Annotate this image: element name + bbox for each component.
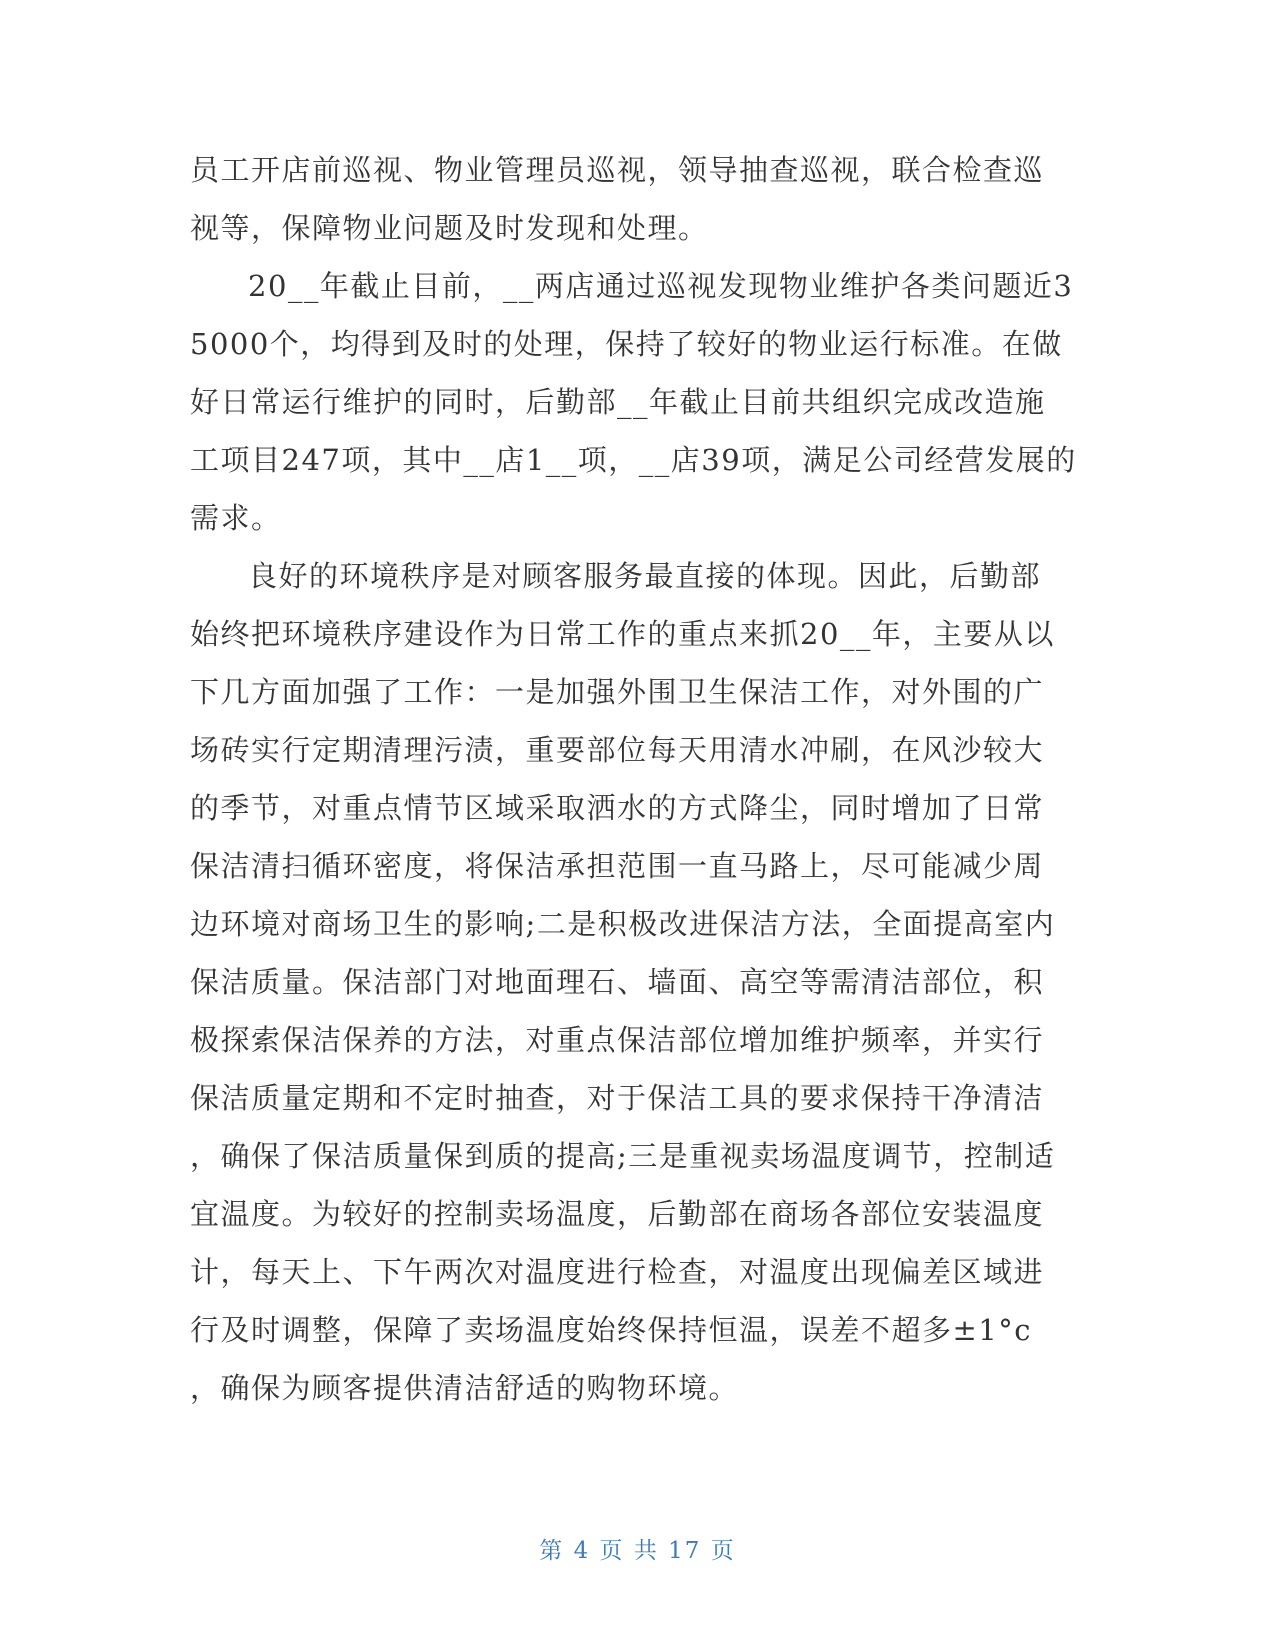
text-line-4: 5000个，均得到及时的处理，保持了较好的物业运行标准。在做 — [190, 327, 1063, 361]
text-line-18: ，确保了保洁质量保到质的提高;三是重视卖场温度调节，控制适 — [190, 1139, 1056, 1173]
text-line-6: 工项目247项，其中__店1__项，__店39项，满足公司经营发展的 — [190, 443, 1077, 477]
text-line-21: 行及时调整，保障了卖场温度始终保持恒温，误差不超多±1°c — [190, 1313, 1032, 1347]
text-line-19: 宜温度。为较好的控制卖场温度，后勤部在商场各部位安装温度 — [190, 1197, 1045, 1231]
text-line-10: 下几方面加强了工作：一是加强外围卫生保洁工作，对外围的广 — [190, 675, 1045, 709]
text-line-16: 极探索保洁保养的方法，对重点保洁部位增加维护频率，并实行 — [190, 1023, 1045, 1057]
text-line-2: 视等，保障物业问题及时发现和处理。 — [190, 211, 709, 245]
text-line-3: 20__年截止目前，__两店通过巡视发现物业维护各类问题近3 — [248, 269, 1074, 303]
text-line-11: 场砖实行定期清理污渍，重要部位每天用清水冲刷，在风沙较大 — [190, 733, 1045, 767]
page-number-footer: 第 4 页 共 17 页 — [539, 1538, 736, 1564]
text-line-15: 保洁质量。保洁部门对地面理石、墙面、高空等需清洁部位，积 — [190, 965, 1045, 999]
text-line-14: 边环境对商场卫生的影响;二是积极改进保洁方法，全面提高室内 — [190, 907, 1056, 941]
text-line-5: 好日常运行维护的同时，后勤部__年截止目前共组织完成改造施 — [190, 385, 1046, 419]
text-line-9: 始终把环境秩序建设作为日常工作的重点来抓20__年，主要从以 — [190, 617, 1055, 651]
text-line-7: 需求。 — [190, 501, 282, 535]
text-line-1: 员工开店前巡视、物业管理员巡视，领导抽查巡视，联合检查巡 — [190, 153, 1045, 187]
text-line-17: 保洁质量定期和不定时抽查，对于保洁工具的要求保持干净清洁 — [190, 1081, 1045, 1115]
text-line-13: 保洁清扫循环密度，将保洁承担范围一直马路上，尽可能减少周 — [190, 849, 1045, 883]
text-line-20: 计，每天上、下午两次对温度进行检查，对温度出现偏差区域进 — [190, 1255, 1045, 1289]
text-line-8: 良好的环境秩序是对顾客服务最直接的体现。因此，后勤部 — [248, 559, 1042, 593]
text-line-12: 的季节，对重点情节区域采取洒水的方式降尘，同时增加了日常 — [190, 791, 1045, 825]
text-line-22: ，确保为顾客提供清洁舒适的购物环境。 — [190, 1371, 740, 1405]
